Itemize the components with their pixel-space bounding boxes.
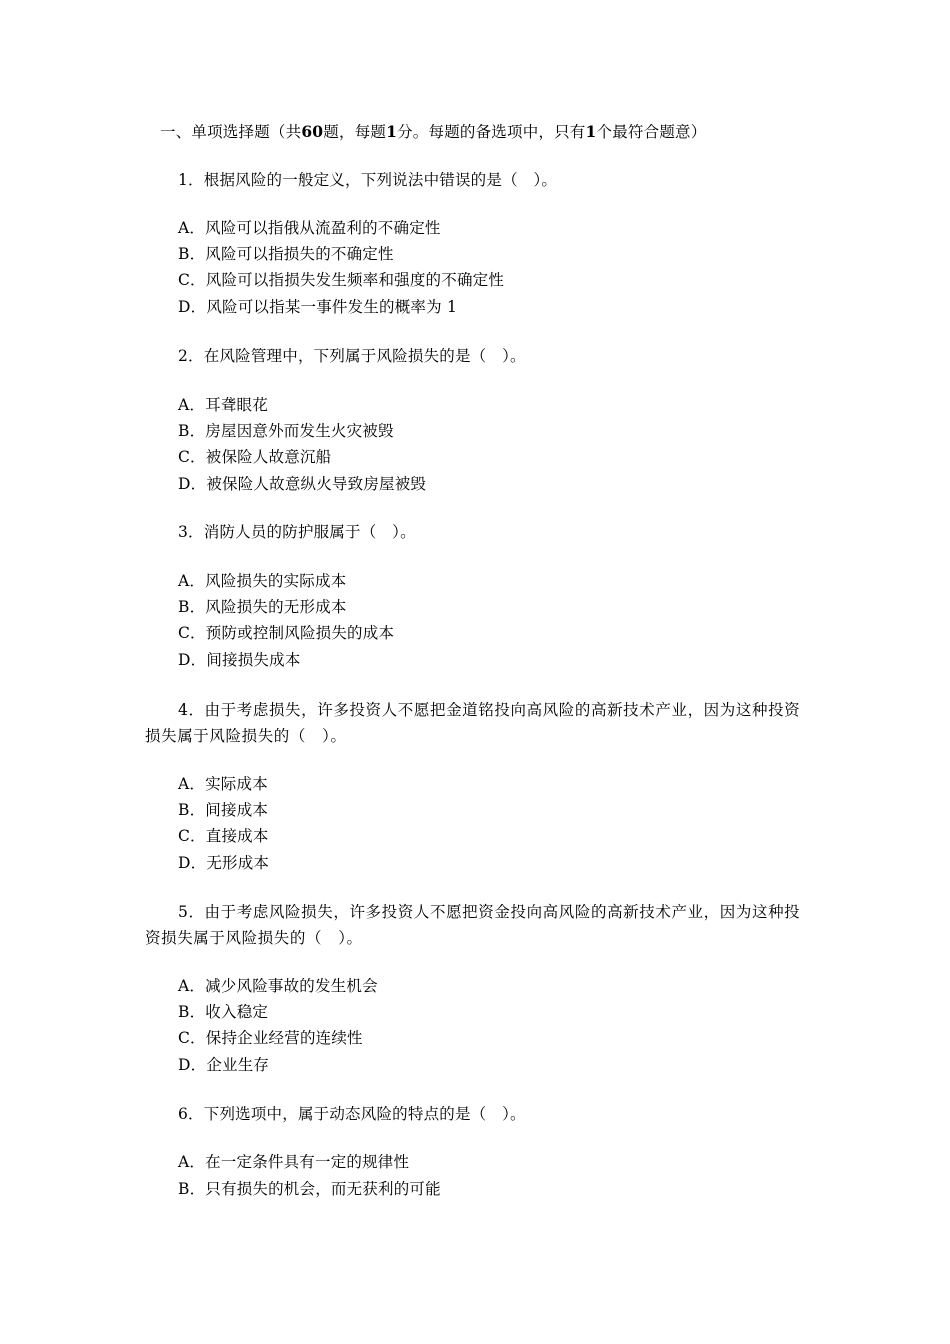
question-4-stem: 4．由于考虑损失，许多投资人不愿把金道铭投向高风险的高新技术产业，因为这种投资损失属于风险损失的（ ）。	[145, 701, 801, 745]
section-heading-suffix: 个最符合题意）	[596, 123, 707, 141]
section-heading	[160, 122, 706, 142]
question-2-option-b: B．房屋因意外而发生火灾被毁	[178, 422, 394, 440]
question-2-option-c: C．被保险人故意沉船	[178, 448, 332, 466]
question-5-option-c: C．保持企业经营的连续性	[178, 1029, 363, 1047]
section-question-count: 60	[301, 122, 324, 141]
question-5-option-a: A．减少风险事故的发生机会	[178, 977, 378, 995]
question-3-option-b: B．风险损失的无形成本	[178, 598, 347, 616]
question-5-option-b: B．收入稳定	[178, 1003, 269, 1021]
question-4-option-b: B．间接成本	[178, 801, 269, 819]
question-2-option-a: A．耳聋眼花	[178, 396, 268, 414]
question-6-option-b: B．只有损失的机会，而无获利的可能	[178, 1180, 441, 1198]
section-heading-mid2: 分。每题的备选项中，只有	[397, 123, 586, 141]
question-3-stem: 3．消防人员的防护服属于（ ）。	[178, 523, 416, 541]
question-6-option-a: A．在一定条件具有一定的规律性	[178, 1153, 410, 1171]
question-1-option-a: A．风险可以指俄从流盈利的不确定性	[178, 219, 441, 237]
section-answer-count: 1	[585, 122, 597, 141]
question-6-stem: 6．下列选项中，属于动态风险的特点的是（ ）。	[178, 1105, 526, 1123]
question-2-stem: 2．在风险管理中，下列属于风险损失的是（ ）。	[178, 347, 526, 365]
question-1-option-c: C．风险可以指损失发生频率和强度的不确定性	[178, 271, 505, 289]
question-3-option-d: D．间接损失成本	[178, 651, 301, 669]
question-5-stem: 5．由于考虑风险损失，许多投资人不愿把资金投向高风险的高新技术产业，因为这种投资损失属于风险损失的（ ）。	[145, 903, 801, 947]
question-2-option-d: D．被保险人故意纵火导致房屋被毁	[178, 475, 427, 493]
section-heading-prefix: 一、单项选择题（共	[160, 123, 302, 141]
question-1-option-b: B．风险可以指损失的不确定性	[178, 245, 394, 263]
section-heading-mid1: 题，每题	[323, 123, 387, 141]
question-5-option-d: D．企业生存	[178, 1056, 270, 1074]
section-points: 1	[386, 122, 398, 141]
question-3-option-c: C．预防或控制风险损失的成本	[178, 624, 395, 642]
question-1-option-d: D．风险可以指某一事件发生的概率为 1	[178, 298, 458, 316]
question-1-stem: 1．根据风险的一般定义，下列说法中错误的是（ ）。	[178, 171, 558, 189]
question-4-option-a: A．实际成本	[178, 775, 268, 793]
question-4-option-c: C．直接成本	[178, 827, 269, 845]
question-4-option-d: D．无形成本	[178, 854, 270, 872]
question-3-option-a: A．风险损失的实际成本	[178, 572, 347, 590]
